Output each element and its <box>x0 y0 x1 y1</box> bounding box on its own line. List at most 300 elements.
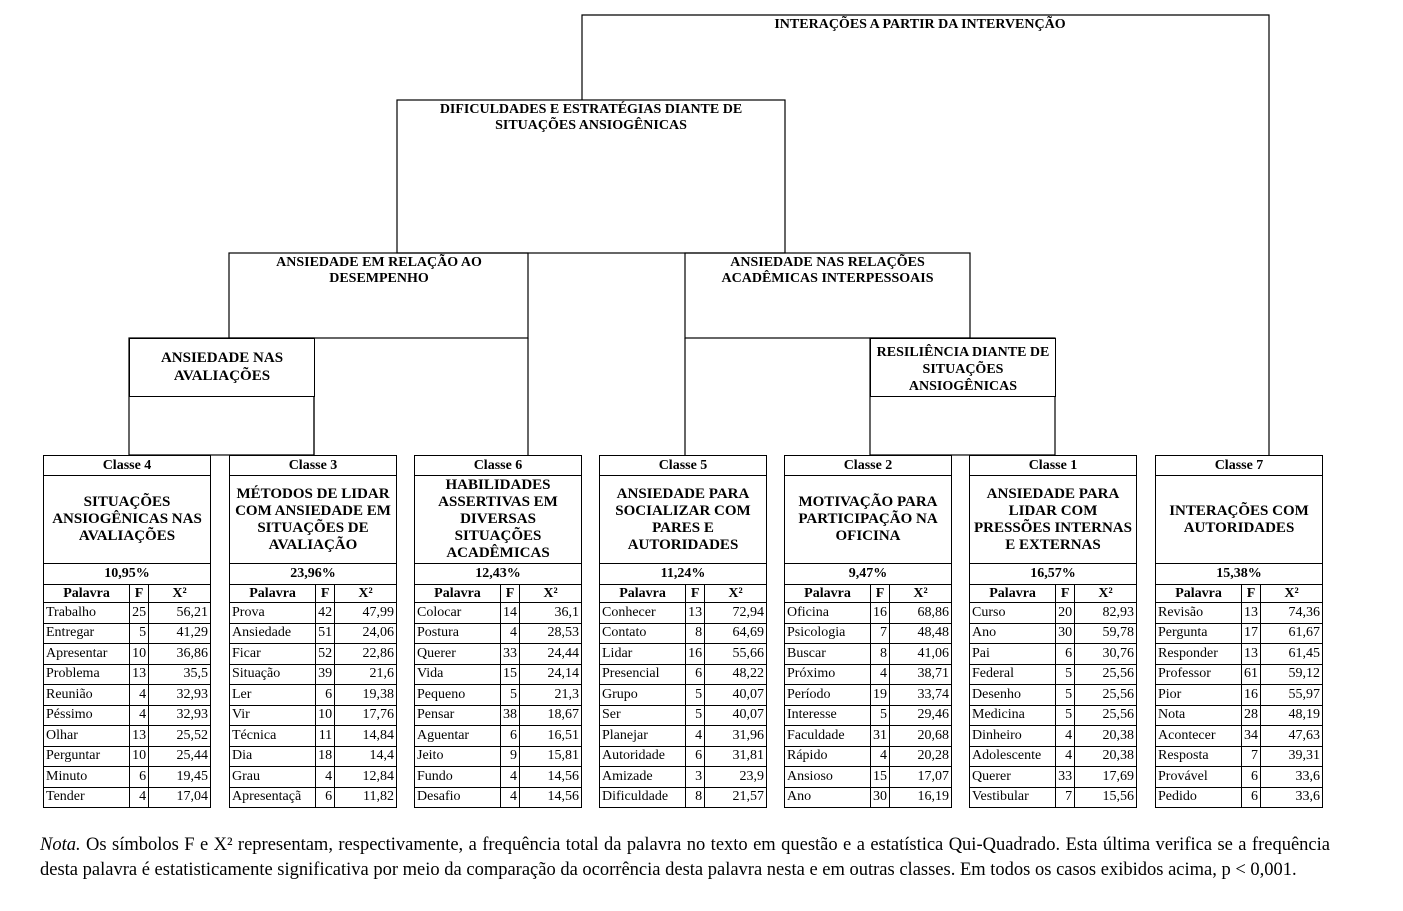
chi-square-cell: 19,45 <box>149 767 210 788</box>
frequency-cell: 51 <box>316 623 335 644</box>
chi-square-cell: 32,93 <box>149 705 210 726</box>
table-row <box>600 644 766 665</box>
word-cell: Querer <box>415 644 500 665</box>
table-row <box>230 705 396 726</box>
chi-square-cell: 11,82 <box>335 787 396 807</box>
frequency-cell: 4 <box>1056 746 1075 767</box>
table-row <box>970 685 1136 706</box>
chi-square-cell: 17,07 <box>890 767 951 788</box>
frequency-cell: 4 <box>871 746 890 767</box>
class-percent: 11,24% <box>600 564 766 585</box>
word-cell: Ansioso <box>785 767 871 788</box>
chi-square-cell: 72,94 <box>705 603 766 624</box>
column-header-chi-square: X² <box>335 585 396 603</box>
frequency-cell: 5 <box>1056 685 1075 706</box>
level2-left-label: ANSIEDADE EM RELAÇÃO AO DESEMPENHO <box>276 255 482 286</box>
word-cell: Conhecer <box>600 603 686 624</box>
table-row <box>1156 767 1322 788</box>
frequency-cell: 6 <box>316 685 335 706</box>
table-row <box>230 726 396 747</box>
frequency-cell: 33 <box>1056 767 1075 788</box>
frequency-cell: 7 <box>871 623 890 644</box>
frequency-cell: 4 <box>871 664 890 685</box>
word-cell: Fundo <box>415 767 500 788</box>
chi-square-cell: 74,36 <box>1261 603 1322 624</box>
column-header-frequency: F <box>500 585 519 603</box>
word-cell: Medicina <box>970 705 1056 726</box>
frequency-cell: 4 <box>500 787 519 807</box>
word-cell: Ansiedade <box>230 623 316 644</box>
chi-square-cell: 61,67 <box>1261 623 1322 644</box>
chi-square-cell: 47,99 <box>335 603 396 624</box>
word-cell: Técnica <box>230 726 316 747</box>
chi-square-cell: 21,57 <box>705 787 766 807</box>
table-row <box>600 603 766 624</box>
chi-square-cell: 55,66 <box>705 644 766 665</box>
chi-square-cell: 20,68 <box>890 726 951 747</box>
frequency-cell: 6 <box>316 787 335 807</box>
word-cell: Apresentar <box>44 644 130 665</box>
column-header-chi-square: X² <box>1261 585 1322 603</box>
chi-square-cell: 48,19 <box>1261 705 1322 726</box>
table-row <box>970 767 1136 788</box>
figure-note <box>40 833 1330 883</box>
class-percent: 16,57% <box>970 564 1136 585</box>
class-percent: 10,95% <box>44 564 210 585</box>
class-percent: 15,38% <box>1156 564 1322 585</box>
frequency-cell: 13 <box>130 726 149 747</box>
frequency-cell: 13 <box>1242 603 1261 624</box>
word-cell: Professor <box>1156 664 1242 685</box>
frequency-cell: 10 <box>130 746 149 767</box>
level1-label: DIFICULDADES E ESTRATÉGIAS DIANTE DE SITUAÇÕES ANSIOGÊNICAS <box>439 102 743 133</box>
word-cell: Oficina <box>785 603 871 624</box>
word-cell: Colocar <box>415 603 500 624</box>
frequency-cell: 5 <box>686 705 705 726</box>
word-cell: Presencial <box>600 664 686 685</box>
table-row <box>970 603 1136 624</box>
column-header-frequency: F <box>316 585 335 603</box>
frequency-cell: 4 <box>500 767 519 788</box>
frequency-cell: 6 <box>686 664 705 685</box>
word-cell: Vir <box>230 705 316 726</box>
word-table <box>970 585 1136 807</box>
frequency-cell: 10 <box>130 644 149 665</box>
frequency-cell: 16 <box>871 603 890 624</box>
chi-square-cell: 28,53 <box>519 623 581 644</box>
table-row <box>600 705 766 726</box>
table-row <box>785 726 951 747</box>
table-row <box>600 767 766 788</box>
word-cell: Grau <box>230 767 316 788</box>
word-cell: Resposta <box>1156 746 1242 767</box>
table-row <box>785 603 951 624</box>
chi-square-cell: 17,04 <box>149 787 210 807</box>
table-row <box>600 726 766 747</box>
table-row <box>600 746 766 767</box>
word-cell: Pai <box>970 644 1056 665</box>
class-name: Classe 1 <box>970 456 1136 476</box>
table-row <box>230 746 396 767</box>
class-percent: 12,43% <box>415 564 581 585</box>
frequency-cell: 5 <box>1056 664 1075 685</box>
frequency-cell: 61 <box>1242 664 1261 685</box>
chi-square-cell: 23,9 <box>705 767 766 788</box>
frequency-cell: 28 <box>1242 705 1261 726</box>
word-cell: Prova <box>230 603 316 624</box>
table-row <box>600 787 766 807</box>
frequency-cell: 39 <box>316 664 335 685</box>
frequency-cell: 17 <box>1242 623 1261 644</box>
chi-square-cell: 20,38 <box>1075 726 1136 747</box>
frequency-cell: 11 <box>316 726 335 747</box>
word-cell: Vestibular <box>970 787 1056 807</box>
word-cell: Acontecer <box>1156 726 1242 747</box>
chi-square-cell: 59,12 <box>1261 664 1322 685</box>
column-header-chi-square: X² <box>890 585 951 603</box>
table-row <box>415 746 581 767</box>
class-percent: 23,96% <box>230 564 396 585</box>
column-header-frequency: F <box>686 585 705 603</box>
word-cell: Aguentar <box>415 726 500 747</box>
table-row <box>1156 746 1322 767</box>
class-title: ANSIEDADE PARA LIDAR COM PRESSÕES INTERNAS E EXTERNAS <box>970 476 1136 564</box>
word-cell: Dificuldade <box>600 787 686 807</box>
word-cell: Pergunta <box>1156 623 1242 644</box>
word-cell: Minuto <box>44 767 130 788</box>
class-table <box>414 455 582 808</box>
column-header-frequency: F <box>130 585 149 603</box>
class-table <box>1155 455 1323 808</box>
table-row <box>230 644 396 665</box>
chi-square-cell: 15,81 <box>519 746 581 767</box>
frequency-cell: 15 <box>500 664 519 685</box>
table-row <box>415 685 581 706</box>
chi-square-cell: 33,6 <box>1261 767 1322 788</box>
class-title: ANSIEDADE PARA SOCIALIZAR COM PARES E AUTORIDADES <box>600 476 766 564</box>
table-row <box>785 787 951 807</box>
chi-square-cell: 59,78 <box>1075 623 1136 644</box>
chi-square-cell: 55,97 <box>1261 685 1322 706</box>
frequency-cell: 33 <box>500 644 519 665</box>
chi-square-cell: 25,56 <box>1075 705 1136 726</box>
chi-square-cell: 17,69 <box>1075 767 1136 788</box>
class-title: INTERAÇÕES COM AUTORIDADES <box>1156 476 1322 564</box>
word-cell: Pequeno <box>415 685 500 706</box>
chi-square-cell: 15,56 <box>1075 787 1136 807</box>
column-header-chi-square: X² <box>705 585 766 603</box>
class-name: Classe 5 <box>600 456 766 476</box>
frequency-cell: 16 <box>686 644 705 665</box>
word-cell: Trabalho <box>44 603 130 624</box>
frequency-cell: 13 <box>686 603 705 624</box>
table-row <box>785 623 951 644</box>
table-row <box>785 767 951 788</box>
table-row <box>785 685 951 706</box>
word-cell: Querer <box>970 767 1056 788</box>
column-header-chi-square: X² <box>149 585 210 603</box>
frequency-cell: 42 <box>316 603 335 624</box>
word-cell: Revisão <box>1156 603 1242 624</box>
column-header-word: Palavra <box>230 585 316 603</box>
word-table <box>785 585 951 807</box>
table-row <box>415 787 581 807</box>
word-cell: Ano <box>785 787 871 807</box>
chi-square-cell: 16,19 <box>890 787 951 807</box>
frequency-cell: 16 <box>1242 685 1261 706</box>
word-cell: Situação <box>230 664 316 685</box>
frequency-cell: 19 <box>871 685 890 706</box>
class-name: Classe 7 <box>1156 456 1322 476</box>
column-header-word: Palavra <box>785 585 871 603</box>
frequency-cell: 5 <box>500 685 519 706</box>
class-table <box>784 455 952 808</box>
word-cell: Pensar <box>415 705 500 726</box>
table-row <box>415 603 581 624</box>
frequency-cell: 4 <box>130 705 149 726</box>
word-cell: Federal <box>970 664 1056 685</box>
chi-square-cell: 39,31 <box>1261 746 1322 767</box>
table-row <box>44 787 210 807</box>
frequency-cell: 8 <box>871 644 890 665</box>
chi-square-cell: 64,69 <box>705 623 766 644</box>
chi-square-cell: 21,3 <box>519 685 581 706</box>
frequency-cell: 52 <box>316 644 335 665</box>
table-row <box>415 705 581 726</box>
word-cell: Olhar <box>44 726 130 747</box>
word-cell: Reunião <box>44 685 130 706</box>
chi-square-cell: 18,67 <box>519 705 581 726</box>
level2-right-label: ANSIEDADE NAS RELAÇÕES ACADÊMICAS INTERPESSOAIS <box>721 255 934 286</box>
column-header-frequency: F <box>871 585 890 603</box>
frequency-cell: 5 <box>1056 705 1075 726</box>
word-cell: Jeito <box>415 746 500 767</box>
table-row <box>44 623 210 644</box>
table-row <box>415 767 581 788</box>
word-cell: Contato <box>600 623 686 644</box>
frequency-cell: 30 <box>871 787 890 807</box>
class-table <box>599 455 767 808</box>
chi-square-cell: 40,07 <box>705 685 766 706</box>
chi-square-cell: 24,14 <box>519 664 581 685</box>
class-title: SITUAÇÕES ANSIOGÊNICAS NAS AVALIAÇÕES <box>44 476 210 564</box>
table-row <box>600 664 766 685</box>
table-row <box>1156 664 1322 685</box>
table-row <box>415 644 581 665</box>
frequency-cell: 5 <box>686 685 705 706</box>
level3-left-label: ANSIEDADE NAS AVALIAÇÕES <box>129 338 315 397</box>
frequency-cell: 4 <box>316 767 335 788</box>
class-title: HABILIDADES ASSERTIVAS EM DIVERSAS SITUAÇÕES ACADÊMICAS <box>415 476 581 564</box>
class-table <box>969 455 1137 808</box>
table-row <box>1156 685 1322 706</box>
chi-square-cell: 21,6 <box>335 664 396 685</box>
table-row <box>44 767 210 788</box>
chi-square-cell: 68,86 <box>890 603 951 624</box>
chi-square-cell: 31,81 <box>705 746 766 767</box>
frequency-cell: 6 <box>1242 787 1261 807</box>
chi-square-cell: 25,52 <box>149 726 210 747</box>
column-header-chi-square: X² <box>1075 585 1136 603</box>
word-cell: Período <box>785 685 871 706</box>
column-header-word: Palavra <box>600 585 686 603</box>
word-cell: Ficar <box>230 644 316 665</box>
table-row <box>44 644 210 665</box>
table-row <box>415 623 581 644</box>
word-cell: Tender <box>44 787 130 807</box>
class-name: Classe 2 <box>785 456 951 476</box>
table-row <box>230 623 396 644</box>
table-row <box>970 787 1136 807</box>
word-cell: Ler <box>230 685 316 706</box>
table-row <box>785 644 951 665</box>
word-cell: Psicologia <box>785 623 871 644</box>
table-row <box>415 726 581 747</box>
frequency-cell: 34 <box>1242 726 1261 747</box>
word-cell: Pedido <box>1156 787 1242 807</box>
frequency-cell: 13 <box>130 664 149 685</box>
frequency-cell: 10 <box>316 705 335 726</box>
table-row <box>1156 623 1322 644</box>
chi-square-cell: 61,45 <box>1261 644 1322 665</box>
word-cell: Problema <box>44 664 130 685</box>
column-header-chi-square: X² <box>519 585 581 603</box>
table-row <box>230 664 396 685</box>
frequency-cell: 14 <box>500 603 519 624</box>
frequency-cell: 25 <box>130 603 149 624</box>
chi-square-cell: 40,07 <box>705 705 766 726</box>
chi-square-cell: 12,84 <box>335 767 396 788</box>
class-title: MÉTODOS DE LIDAR COM ANSIEDADE EM SITUAÇÕES DE AVALIAÇÃO <box>230 476 396 564</box>
chi-square-cell: 33,74 <box>890 685 951 706</box>
word-cell: Grupo <box>600 685 686 706</box>
word-cell: Ser <box>600 705 686 726</box>
table-row <box>230 603 396 624</box>
word-cell: Rápido <box>785 746 871 767</box>
chi-square-cell: 47,63 <box>1261 726 1322 747</box>
frequency-cell: 8 <box>686 623 705 644</box>
class-name: Classe 3 <box>230 456 396 476</box>
frequency-cell: 4 <box>686 726 705 747</box>
frequency-cell: 13 <box>1242 644 1261 665</box>
chi-square-cell: 36,1 <box>519 603 581 624</box>
frequency-cell: 38 <box>500 705 519 726</box>
frequency-cell: 18 <box>316 746 335 767</box>
word-cell: Desenho <box>970 685 1056 706</box>
table-row <box>230 685 396 706</box>
class-percent: 9,47% <box>785 564 951 585</box>
table-row <box>1156 603 1322 624</box>
chi-square-cell: 24,06 <box>335 623 396 644</box>
chi-square-cell: 17,76 <box>335 705 396 726</box>
word-cell: Faculdade <box>785 726 871 747</box>
table-row <box>44 664 210 685</box>
table-row <box>44 705 210 726</box>
note-text: Os símbolos F e X² representam, respectivamente, a frequência total da palavra no texto em questão e a estatística Qui-Quadrado. Esta última verifica se a frequência desta palavra é estatisticamente significativa por meio da comparação da ocorrência desta palavra nesta e em outras classes. Em todos os casos exibidos acima, p < 0,001. <box>40 835 1330 880</box>
chi-square-cell: 32,93 <box>149 685 210 706</box>
word-cell: Postura <box>415 623 500 644</box>
frequency-cell: 6 <box>130 767 149 788</box>
chi-square-cell: 16,51 <box>519 726 581 747</box>
frequency-cell: 7 <box>1056 787 1075 807</box>
table-row <box>970 746 1136 767</box>
word-cell: Dinheiro <box>970 726 1056 747</box>
table-row <box>785 664 951 685</box>
table-row <box>970 623 1136 644</box>
word-cell: Apresentaçã <box>230 787 316 807</box>
word-cell: Amizade <box>600 767 686 788</box>
table-row <box>785 746 951 767</box>
table-row <box>1156 726 1322 747</box>
root-label: INTERAÇÕES A PARTIR DA INTERVENÇÃO <box>774 17 1066 32</box>
word-table <box>600 585 766 807</box>
chi-square-cell: 31,96 <box>705 726 766 747</box>
word-cell: Provável <box>1156 767 1242 788</box>
word-cell: Dia <box>230 746 316 767</box>
table-row <box>600 623 766 644</box>
frequency-cell: 31 <box>871 726 890 747</box>
table-row <box>1156 787 1322 807</box>
chi-square-cell: 30,76 <box>1075 644 1136 665</box>
chi-square-cell: 82,93 <box>1075 603 1136 624</box>
word-table <box>44 585 210 807</box>
word-cell: Desafio <box>415 787 500 807</box>
chi-square-cell: 48,48 <box>890 623 951 644</box>
chi-square-cell: 56,21 <box>149 603 210 624</box>
word-cell: Perguntar <box>44 746 130 767</box>
chi-square-cell: 20,38 <box>1075 746 1136 767</box>
frequency-cell: 8 <box>686 787 705 807</box>
table-row <box>44 726 210 747</box>
word-cell: Nota <box>1156 705 1242 726</box>
word-cell: Entregar <box>44 623 130 644</box>
table-row <box>970 726 1136 747</box>
table-row <box>44 603 210 624</box>
frequency-cell: 3 <box>686 767 705 788</box>
word-cell: Péssimo <box>44 705 130 726</box>
word-cell: Curso <box>970 603 1056 624</box>
word-cell: Buscar <box>785 644 871 665</box>
chi-square-cell: 14,84 <box>335 726 396 747</box>
chi-square-cell: 38,71 <box>890 664 951 685</box>
frequency-cell: 6 <box>686 746 705 767</box>
note-lead: Nota. <box>40 835 81 855</box>
table-row <box>44 746 210 767</box>
table-row <box>970 644 1136 665</box>
table-row <box>600 685 766 706</box>
word-table <box>1156 585 1322 807</box>
word-cell: Adolescente <box>970 746 1056 767</box>
class-name: Classe 4 <box>44 456 210 476</box>
frequency-cell: 6 <box>1056 644 1075 665</box>
frequency-cell: 4 <box>1056 726 1075 747</box>
frequency-cell: 4 <box>130 787 149 807</box>
column-header-word: Palavra <box>415 585 500 603</box>
word-table <box>415 585 581 807</box>
chi-square-cell: 29,46 <box>890 705 951 726</box>
chi-square-cell: 36,86 <box>149 644 210 665</box>
table-row <box>970 664 1136 685</box>
class-table <box>43 455 211 808</box>
frequency-cell: 5 <box>130 623 149 644</box>
chi-square-cell: 25,44 <box>149 746 210 767</box>
table-row <box>1156 644 1322 665</box>
word-cell: Interesse <box>785 705 871 726</box>
chi-square-cell: 41,06 <box>890 644 951 665</box>
word-cell: Autoridade <box>600 746 686 767</box>
word-cell: Ano <box>970 623 1056 644</box>
word-table <box>230 585 396 807</box>
